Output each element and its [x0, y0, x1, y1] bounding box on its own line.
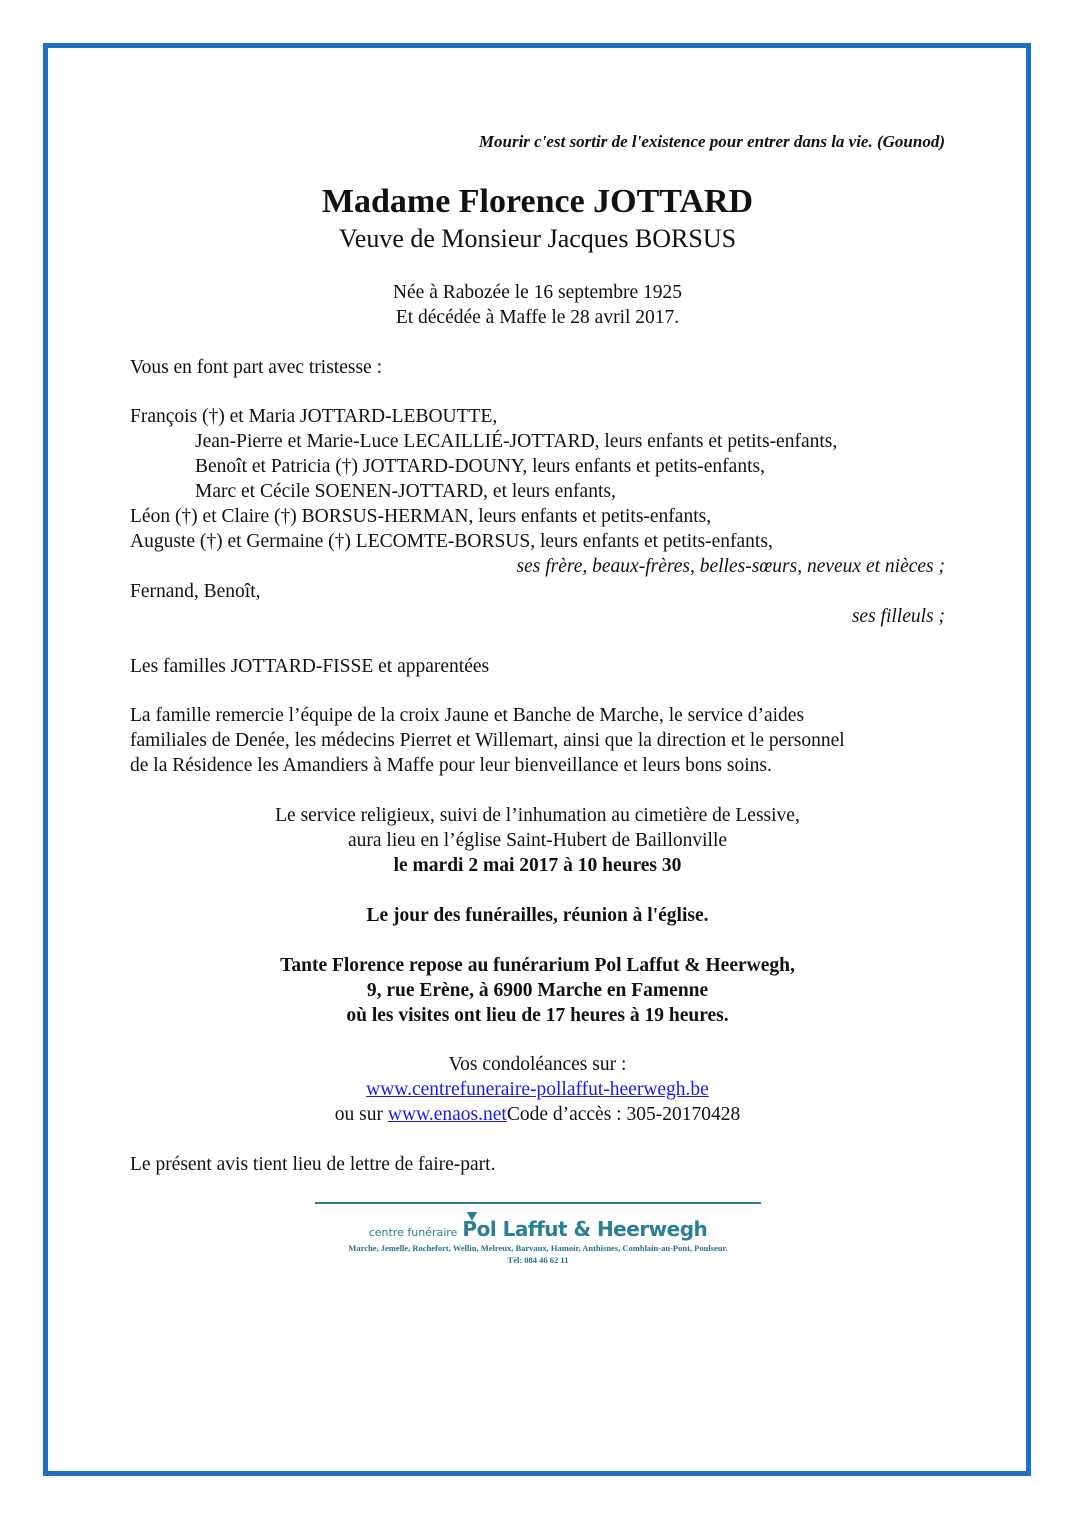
widow-of: Veuve de Monsieur Jacques BORSUS — [338, 224, 737, 253]
visit-line: où les visites ont lieu de 17 heures à 19 heures. — [346, 1005, 729, 1026]
thanks-line: La famille remercie l’équipe de la croix Jaune et Banche de Marche, le service d’aides — [130, 705, 805, 726]
logo-towns: Marche, Jemelle, Rochefort, Wellin, Melreux, Barvaux, Hamoir, Anthisnes, Comblain-au-Pont, Poulseur. — [348, 1243, 728, 1253]
godchildren: Fernand, Benoît, — [130, 581, 261, 602]
family-line: Auguste (†) et Germaine (†) LECOMTE-BORSUS, leurs enfants et petits-enfants, — [130, 531, 773, 552]
godchildren-role: ses filleuls ; — [851, 606, 945, 627]
funeral-home-logo — [315, 1217, 761, 1241]
service-line: aura lieu en l’église Saint-Hubert de Baillonville — [347, 830, 728, 851]
logo-tel: Tél: 084 46 62 11 — [507, 1255, 569, 1265]
family-line: Léon (†) et Claire (†) BORSUS-HERMAN, leurs enfants et petits-enfants, — [130, 506, 712, 527]
thanks-line: de la Résidence les Amandiers à Maffe pour leur bienveillance et leurs bons soins. — [130, 755, 772, 776]
visit-line: 9, rue Erène, à 6900 Marche en Famenne — [366, 980, 709, 1001]
family-line: Marc et Cécile SOENEN-JOTTARD, et leurs enfants, — [195, 481, 616, 502]
meeting-line: Le jour des funérailles, réunion à l'église. — [366, 905, 709, 926]
quote: Mourir c'est sortir de l'existence pour entrer dans la vie. (Gounod) — [478, 132, 945, 151]
death-line: Et décédée à Maffe le 28 avril 2017. — [395, 307, 680, 328]
family-line: Benoît et Patricia (†) JOTTARD-DOUNY, leurs enfants et petits-enfants, — [195, 456, 765, 477]
birth-line: Née à Rabozée le 16 septembre 1925 — [392, 282, 683, 303]
family-role: ses frère, beaux-frères, belles-sœurs, neveux et nièces ; — [516, 556, 945, 577]
visit-line: Tante Florence repose au funérarium Pol Laffut & Heerwegh, — [280, 955, 795, 976]
condolences-label: Vos condoléances sur : — [448, 1054, 627, 1075]
funeral-home-link[interactable]: www.centrefuneraire-pollaffut-heerwegh.be — [366, 1079, 709, 1100]
deceased-name: Madame Florence JOTTARD — [321, 183, 754, 220]
family-line: Jean-Pierre et Marie-Luce LECAILLIÉ-JOTTARD, leurs enfants et petits-enfants, — [195, 431, 838, 452]
service-line: Le service religieux, suivi de l’inhumation au cimetière de Lessive, — [275, 805, 800, 826]
access-code: Code d’accès : 305-20170428 — [506, 1104, 741, 1125]
logo-prefix: centre funéraire — [368, 1226, 458, 1239]
thanks-line: familiales de Denée, les médecins Pierret et Willemart, ainsi que la direction et le personnel — [130, 730, 845, 751]
enaos-link[interactable]: www.enaos.net — [387, 1104, 507, 1125]
logo-rule — [315, 1202, 761, 1204]
families-line: Les familles JOTTARD-FISSE et apparentées — [130, 656, 490, 677]
service-date: le mardi 2 mai 2017 à 10 heures 30 — [393, 855, 682, 876]
or-label: ou sur — [334, 1104, 388, 1125]
logo-name: Pol Laffut & Heerwegh — [462, 1217, 708, 1241]
intro-line: Vous en font part avec tristesse : — [130, 357, 382, 378]
closing-line: Le présent avis tient lieu de lettre de faire-part. — [130, 1154, 496, 1175]
family-line: François (†) et Maria JOTTARD-LEBOUTTE, — [130, 406, 498, 427]
